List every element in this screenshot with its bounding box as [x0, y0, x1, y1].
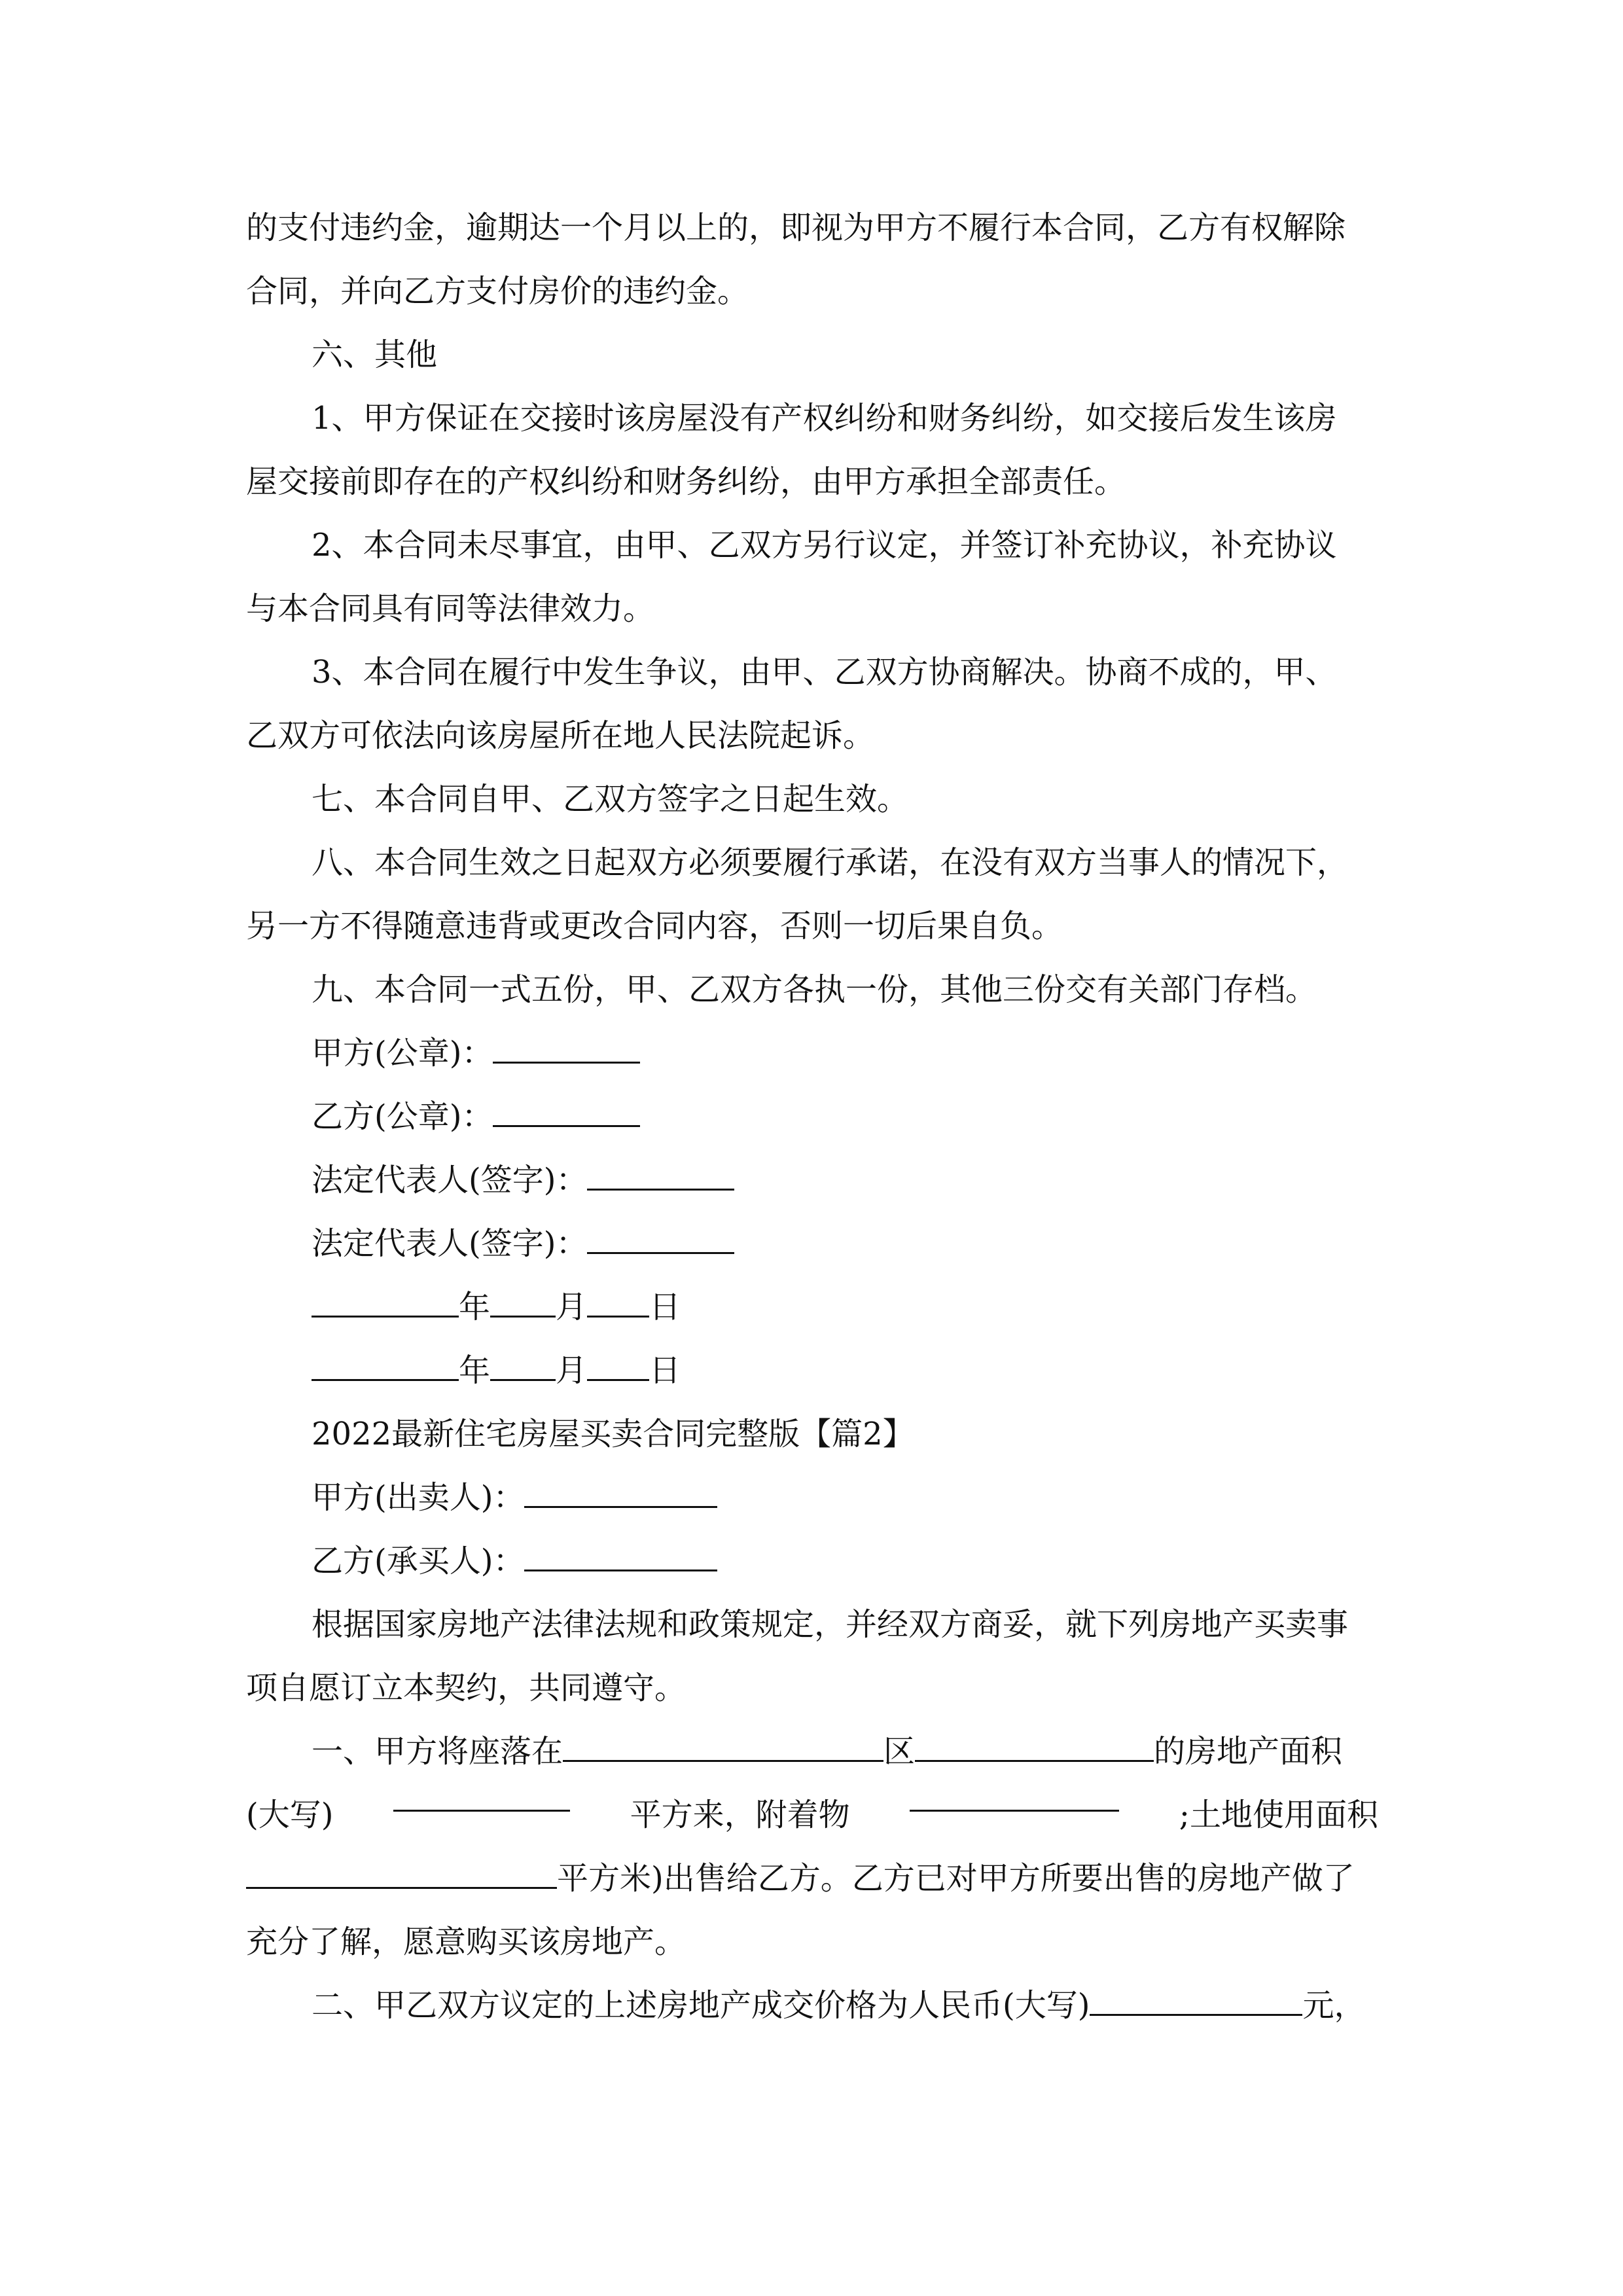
paragraph-line: 八、本合同生效之日起双方必须要履行承诺，在没有双方当事人的情况下， — [312, 844, 1349, 881]
representative-label: 法定代表人(签字)： — [312, 1225, 588, 1262]
clause-text: 的房地产面积 — [1154, 1733, 1343, 1770]
seller-label: 甲方(出卖人)： — [312, 1479, 525, 1516]
clause-text: 二、甲乙双方议定的上述房地产成交价格为人民币(大写) — [312, 1987, 1090, 2024]
year-blank — [312, 1353, 459, 1381]
representative-line-a — [246, 1149, 1378, 1212]
signature-blank — [587, 1162, 734, 1191]
clause-text: 一、甲方将座落在 — [312, 1733, 563, 1770]
land-area-blank — [246, 1861, 557, 1889]
buyer-label: 乙方(承买人)： — [312, 1543, 525, 1579]
paragraph-line: 的支付违约金，逾期达一个月以上的，即视为甲方不履行本合同，乙方有权解除 — [246, 209, 1346, 246]
paragraph-line: 充分了解，愿意购买该房地产。 — [246, 1924, 687, 1960]
year-label: 年 — [459, 1289, 491, 1325]
month-label: 月 — [556, 1352, 588, 1389]
signature-line-party-b — [246, 1085, 1378, 1149]
clause-one-line — [246, 1847, 1378, 1910]
date-line — [246, 1339, 1378, 1403]
paragraph-line: 1、甲方保证在交接时该房屋没有产权纠纷和财务纠纷，如交接后发生该房 — [312, 400, 1337, 437]
clause-text: (大写) — [246, 1797, 334, 1833]
district-blank — [915, 1734, 1154, 1762]
month-label: 月 — [556, 1289, 588, 1325]
clause-text: 元， — [1302, 1987, 1366, 2024]
paragraph-line: 乙双方可依法向该房屋所在地人民法院起诉。 — [246, 717, 875, 754]
paragraph-line: 屋交接前即存在的产权纠纷和财务纠纷，由甲方承担全部责任。 — [246, 463, 1126, 500]
section-heading: 六、其他 — [312, 336, 438, 373]
paragraph-line: 九、本合同一式五份，甲、乙双方各执一份，其他三份交有关部门存档。 — [312, 971, 1317, 1008]
clause-one-line — [246, 1720, 1378, 1784]
seller-line — [246, 1466, 1378, 1530]
signature-blank — [587, 1226, 734, 1254]
clause-text: 平方来，附着物 — [630, 1797, 850, 1833]
day-blank — [587, 1289, 649, 1318]
contract-body — [246, 196, 1378, 2037]
day-label: 日 — [649, 1352, 681, 1389]
paragraph-line: 项自愿订立本契约，共同遵守。 — [246, 1670, 687, 1706]
paragraph-line: 3、本合同在履行中发生争议，由甲、乙双方协商解决。协商不成的，甲、 — [312, 654, 1337, 691]
paragraph-line: 2、本合同未尽事宜，由甲、乙双方另行议定，并签订补充协议，补充协议 — [312, 527, 1337, 564]
clause-text: 平方米)出售给乙方。乙方已对甲方所要出售的房地产做了 — [557, 1860, 1355, 1897]
signature-blank — [493, 1035, 640, 1064]
day-label: 日 — [649, 1289, 681, 1325]
contract-title: 2022最新住宅房屋买卖合同完整版【篇2】 — [312, 1416, 914, 1452]
date-line — [246, 1276, 1378, 1339]
representative-label: 法定代表人(签字)： — [312, 1162, 588, 1198]
clause-text: 区 — [883, 1733, 916, 1770]
seller-blank — [524, 1480, 717, 1508]
year-label: 年 — [459, 1352, 491, 1389]
location-blank — [563, 1734, 883, 1762]
buyer-blank — [524, 1543, 717, 1571]
representative-line-b — [246, 1212, 1378, 1276]
signature-label: 甲方(公章)： — [312, 1035, 493, 1071]
paragraph-line: 与本合同具有同等法律效力。 — [246, 590, 655, 627]
signature-blank — [493, 1099, 640, 1127]
clause-one-line — [246, 1784, 1378, 1847]
year-blank — [312, 1289, 459, 1318]
clause-two-line — [246, 1974, 1378, 2037]
paragraph-line: 根据国家房地产法律法规和政策规定，并经双方商妥，就下列房地产买卖事 — [312, 1606, 1349, 1643]
paragraph-line: 七、本合同自甲、乙双方签字之日起生效。 — [312, 781, 909, 817]
day-blank — [587, 1353, 649, 1381]
attachment-blank — [910, 1784, 1119, 1812]
buyer-line — [246, 1530, 1378, 1593]
area-blank — [393, 1784, 570, 1812]
paragraph-line: 合同，并向乙方支付房价的违约金。 — [246, 273, 749, 310]
price-blank — [1090, 1988, 1302, 2016]
paragraph-line: 另一方不得随意违背或更改合同内容，否则一切后果自负。 — [246, 908, 1063, 944]
month-blank — [490, 1289, 556, 1318]
signature-label: 乙方(公章)： — [312, 1098, 493, 1135]
signature-line-party-a — [246, 1022, 1378, 1085]
clause-text: ;土地使用面积 — [1179, 1797, 1378, 1833]
month-blank — [490, 1353, 556, 1381]
